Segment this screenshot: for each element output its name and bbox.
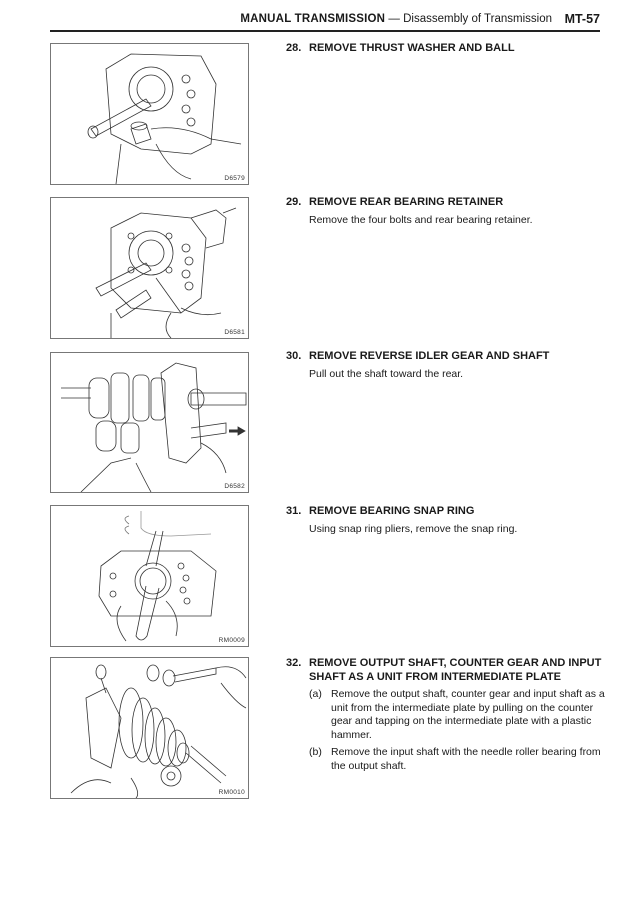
figure-code: RM0009: [218, 637, 245, 644]
substep-label: (b): [309, 746, 322, 758]
step-number: 30.: [286, 350, 302, 362]
reverse-idler-shaft-illustration-icon: [51, 353, 248, 492]
figure-thrust-washer: [50, 43, 249, 185]
substep-text: Remove the output shaft, counter gear and input shaft as a unit from the intermediate plate by pulling on the counter gear and tapping on the intermediate plate with a plastic hammer.: [331, 688, 605, 741]
figure-code: D6579: [224, 175, 245, 182]
step-title-line-1: REMOVE OUTPUT SHAFT, COUNTER GEAR AND INPUT: [309, 657, 602, 669]
step-number: 31.: [286, 505, 302, 517]
page-number: MT-57: [564, 12, 600, 26]
step-number: 32.: [286, 657, 302, 669]
figure-snap-ring: [50, 505, 249, 647]
substep-a: [309, 688, 606, 742]
step-29: [286, 195, 606, 227]
step-title: REMOVE BEARING SNAP RING: [309, 505, 475, 517]
step-31: [286, 504, 606, 536]
thrust-washer-removal-illustration-icon: [51, 44, 248, 184]
snap-ring-pliers-illustration-icon: [51, 506, 248, 646]
step-text: Pull out the shaft toward the rear.: [309, 368, 464, 380]
step-number: 29.: [286, 196, 302, 208]
page-header: [50, 10, 600, 32]
step-title: REMOVE THRUST WASHER AND BALL: [309, 42, 515, 54]
step-number: 28.: [286, 42, 302, 54]
step-30: [286, 349, 606, 381]
figure-output-shaft: [50, 657, 249, 799]
substep-label: (a): [309, 688, 322, 700]
subsection-title: Disassembly of Transmission: [403, 13, 552, 25]
step-32: [286, 656, 606, 773]
step-text: Using snap ring pliers, remove the snap ring.: [309, 523, 518, 535]
substep-b: [309, 746, 606, 773]
output-shaft-hammer-illustration-icon: [51, 658, 248, 798]
step-title: REMOVE REAR BEARING RETAINER: [309, 196, 504, 208]
rear-bearing-retainer-illustration-icon: [51, 198, 248, 338]
figure-code: D6581: [224, 329, 245, 336]
step-text: Remove the four bolts and rear bearing retainer.: [309, 214, 533, 226]
step-title: REMOVE REVERSE IDLER GEAR AND SHAFT: [309, 350, 550, 362]
substep-text: Remove the input shaft with the needle roller bearing from the output shaft.: [331, 746, 601, 772]
step-title: [309, 656, 601, 684]
section-title: MANUAL TRANSMISSION: [240, 13, 386, 25]
figure-reverse-idler: [50, 352, 249, 493]
header-separator: —: [388, 13, 400, 25]
figure-code: D6582: [224, 483, 245, 490]
figure-rear-bearing-retainer: [50, 197, 249, 339]
figure-code: RM0010: [218, 789, 245, 796]
header-title: [240, 13, 552, 25]
step-title-line-2: SHAFT AS A UNIT FROM INTERMEDIATE PLATE: [309, 671, 561, 683]
step-28: [286, 41, 606, 55]
